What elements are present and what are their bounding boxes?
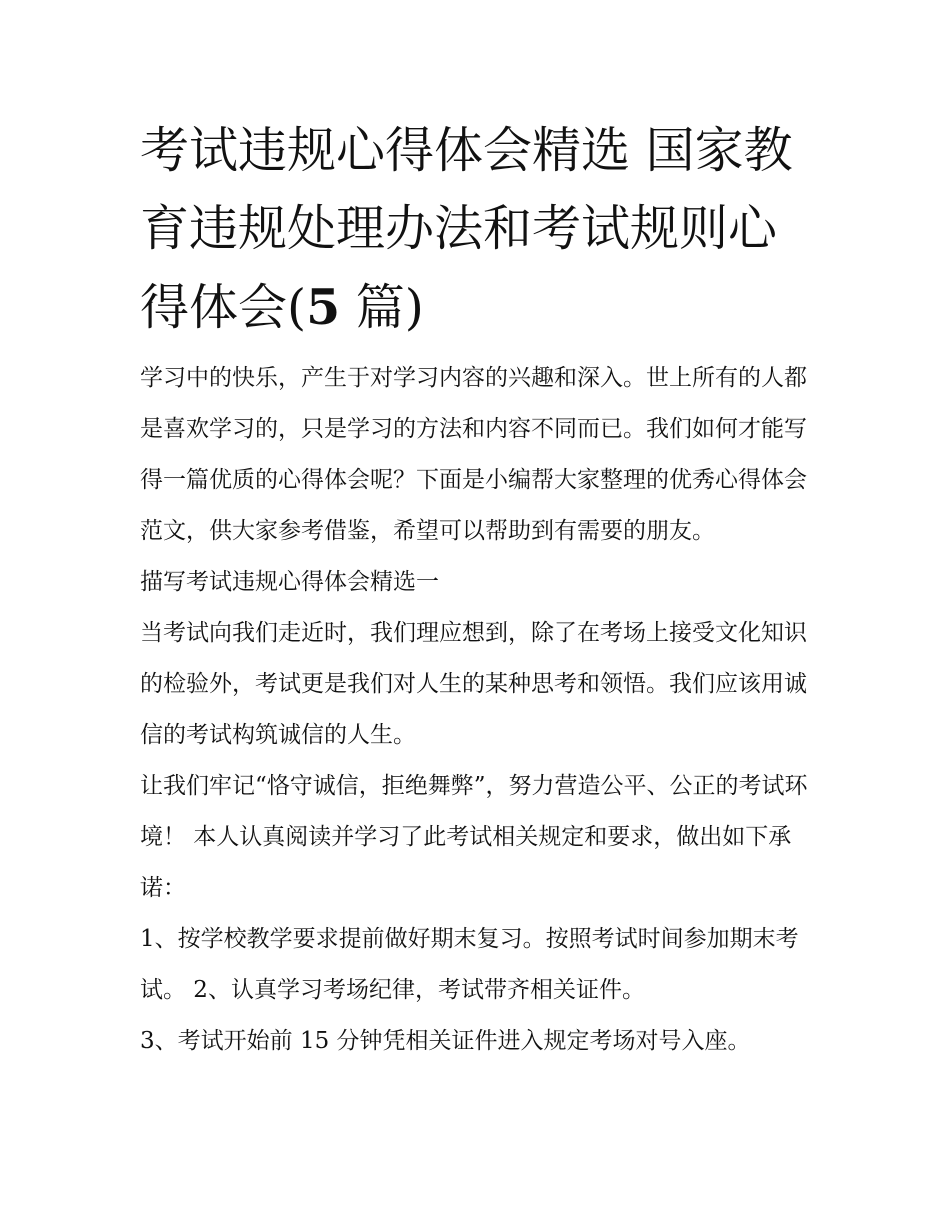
pledge-item: 3、考试开始前 15 分钟凭相关证件进入规定考场对号入座。	[140, 1028, 751, 1054]
title-suffix: 篇)	[340, 279, 424, 336]
body-paragraph: 当考试向我们走近时，我们理应想到，除了在考场上接受文化知识的检验外，考试更是我们对人生的某种思考和领悟。我们应该用诚信的考试构筑诚信的人生。	[140, 620, 807, 748]
intro-paragraph: 学习中的快乐，产生于对学习内容的兴趣和深入。世上所有的人都是喜欢学习的，只是学习的方法和内容不同而已。我们如何才能写得一篇优质的心得体会呢？下面是小编帮大家整理的优秀心得体会范文，供大家参考借鉴，希望可以帮助到有需要的朋友。	[140, 365, 807, 544]
section-heading: 描写考试违规心得体会精选一	[140, 569, 439, 595]
document-page	[140, 112, 820, 1067]
title-count: 5	[306, 278, 341, 336]
body-paragraph: 让我们牢记“恪守诚信，拒绝舞弊”，努力营造公平、公正的考试环境！ 本人认真阅读并学习了此考试相关规定和要求，做出如下承诺：	[140, 773, 808, 901]
document-title	[140, 112, 820, 347]
pledge-item: 1、按学校教学要求提前做好期末复习。按照考试时间参加期末考试。 2、认真学习考场纪律，考试带齐相关证件。	[140, 926, 799, 1003]
title-text: 考试违规心得体会精选 国家教育违规处理办法和考试规则心得体会(	[140, 122, 793, 336]
